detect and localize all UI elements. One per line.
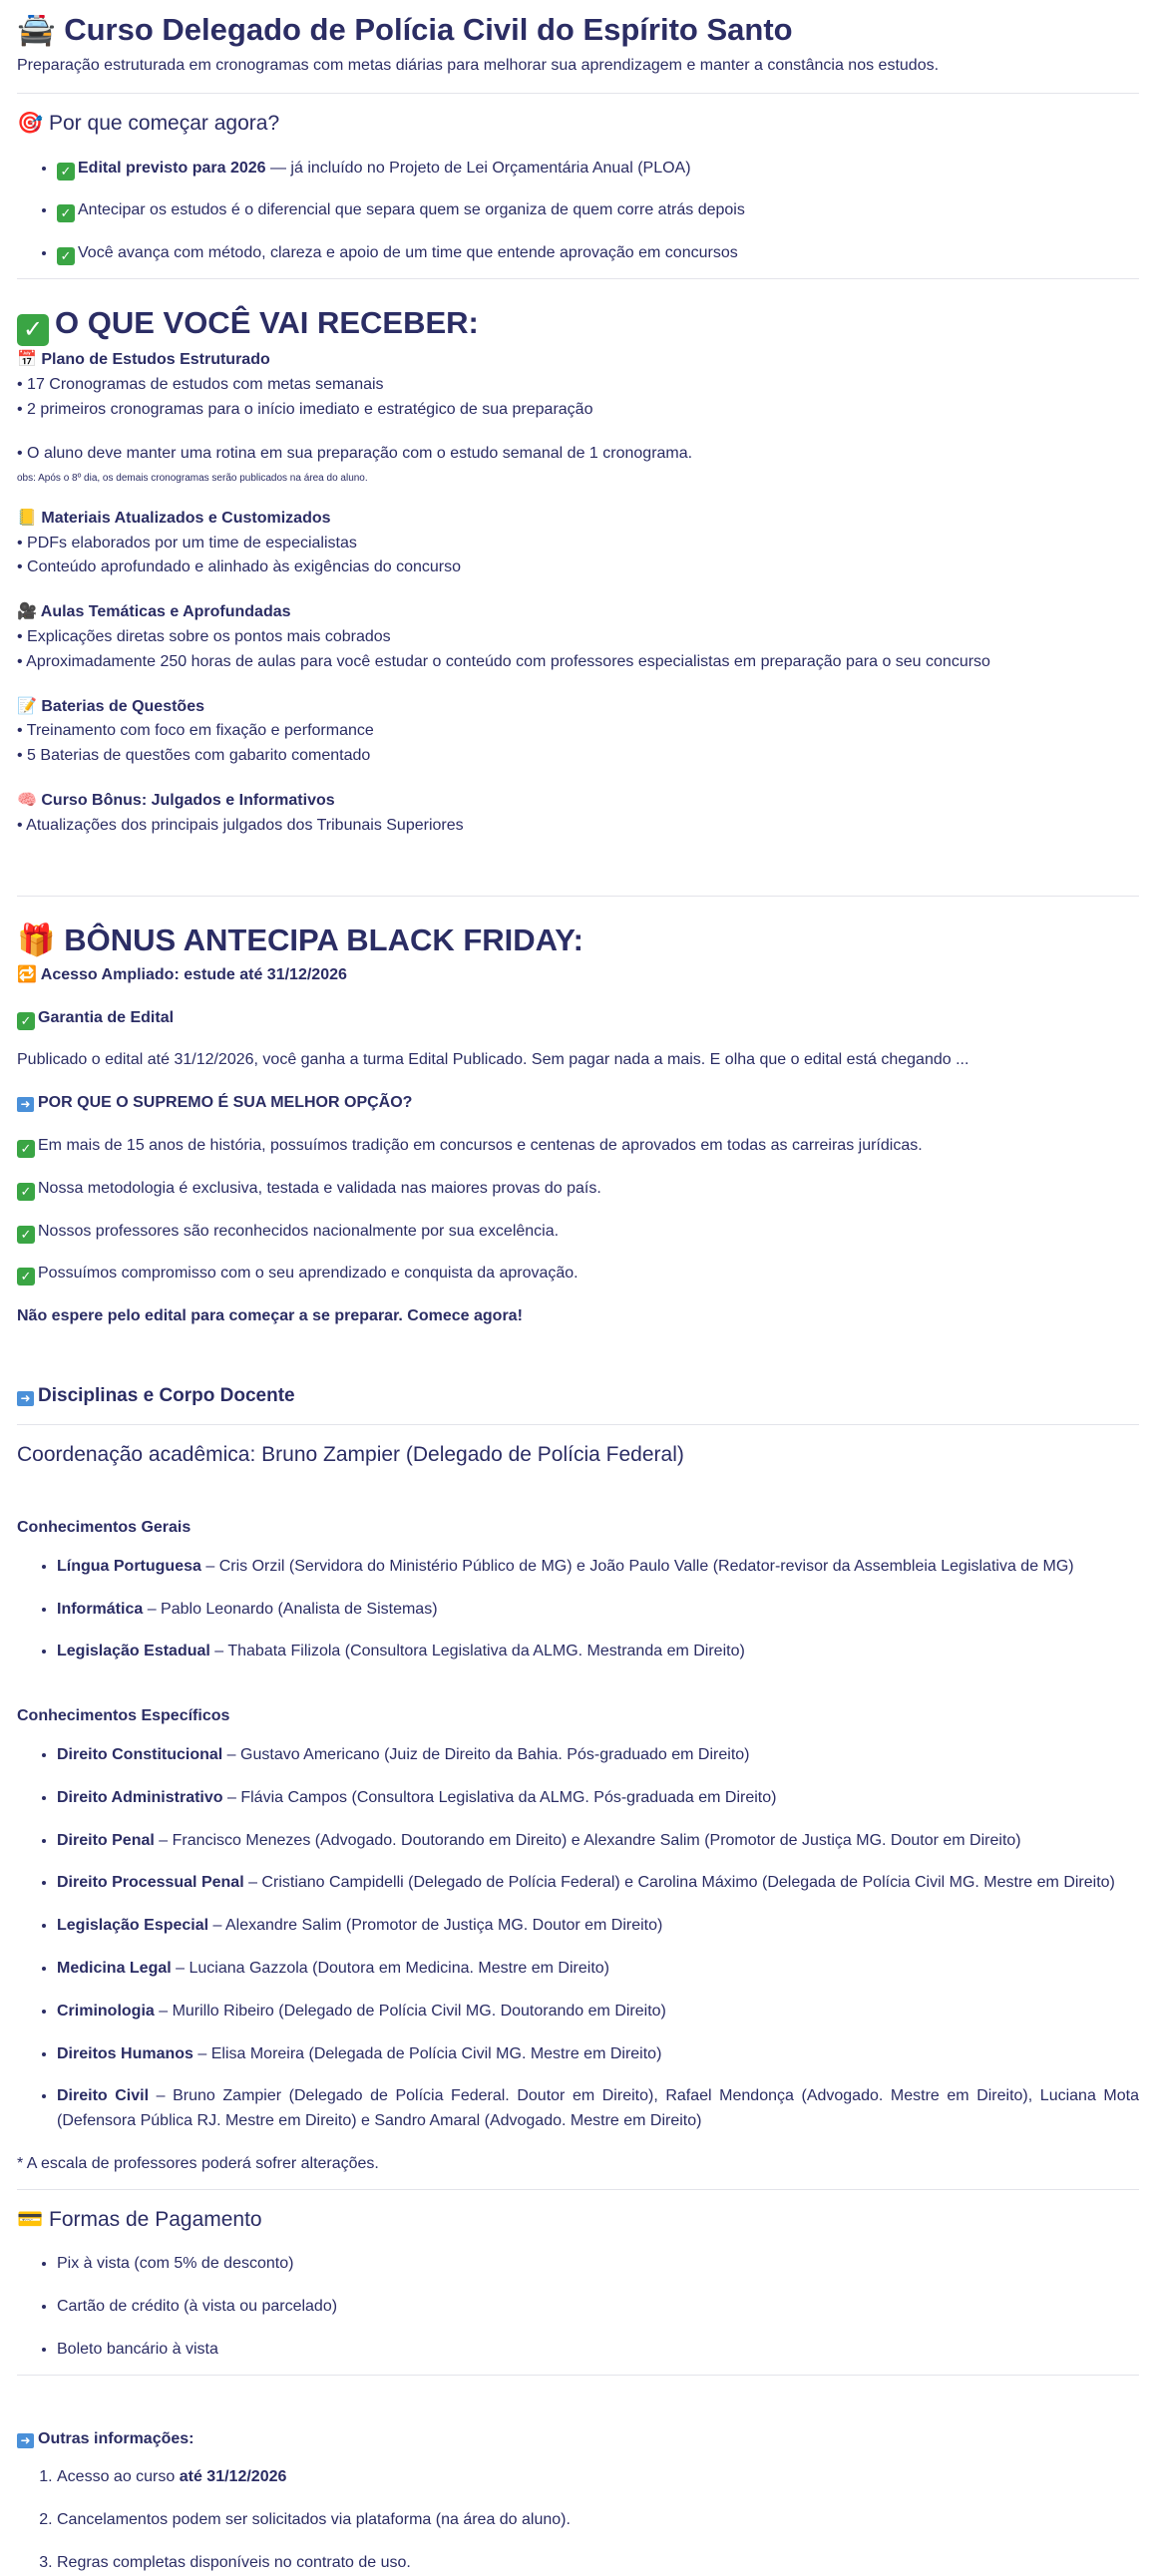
- list-item: • Direito Civil – Bruno Zampier (Delegado de Polícia Federal. Doutor em Direito), Rafael Mendonça (Advogado. Mestre em Direito), Luciana Mota (Defensora Pública RJ. Mestre em Direito) e Sandro Amaral (Advogado. Mestre em Direito): [57, 2084, 1139, 2134]
- coordination: Coordenação acadêmica: Bruno Zampier (Delegado de Polícia Federal): [17, 1443, 684, 1467]
- check-icon: ✓: [57, 247, 75, 265]
- list-item: • ✓ Antecipar os estudos é o diferencial que separa quem se organiza de quem corre atrás depois: [57, 198, 1139, 223]
- reason-item: ✓ Nossa metodologia é exclusiva, testada e validada nas maiores provas do país.: [17, 1177, 1139, 1202]
- why-list: [17, 157, 1139, 266]
- questions-block: 📝 Baterias de Questões • Treinamento com foco em fixação e performance • 5 Baterias de questões com gabarito comentado: [17, 697, 374, 765]
- target-icon: 🎯: [17, 112, 44, 136]
- police-car-icon: 🚔: [17, 12, 56, 47]
- bonus-why-title: ➜ POR QUE O SUPREMO É SUA MELHOR OPÇÃO?: [17, 1091, 1139, 1116]
- divider: [17, 2189, 1139, 2190]
- check-icon: ✓: [17, 314, 49, 346]
- bonus-guarantee-text: Publicado o edital até 31/12/2026, você ganha a turma Edital Publicado. Sem pagar nada a mais. E olha que o edital está chegando ...: [17, 1051, 969, 1069]
- list-item: • Direito Penal – Francisco Menezes (Advogado. Doutorando em Direito) e Alexandre Salim (Promotor de Justiça MG. Doutor em Direito): [57, 1829, 1139, 1854]
- reason-item: ✓ Em mais de 15 anos de história, possuímos tradição em concursos e centenas de aprovados em todas as carreiras jurídicas.: [17, 1134, 1139, 1159]
- reason-item: ✓ Possuímos compromisso com o seu aprendizado e conquista da aprovação.: [17, 1262, 1139, 1287]
- check-icon: ✓: [57, 163, 75, 181]
- list-item: • Pix à vista (com 5% de desconto): [57, 2252, 1139, 2277]
- check-icon: ✓: [17, 1183, 35, 1201]
- bonus-access: 🔁 Acesso Ampliado: estude até 31/12/2026: [17, 965, 347, 983]
- list-item: • Direito Administrativo – Flávia Campos (Consultora Legislativa da ALMG. Pós-graduada em Direito): [57, 1786, 1139, 1811]
- list-item: • Cartão de crédito (à vista ou parcelado): [57, 2295, 1139, 2320]
- list-item: • Criminologia – Murillo Ribeiro (Delegado de Polícia Civil MG. Doutorando em Direito): [57, 2000, 1139, 2024]
- calendar-icon: 📅: [17, 351, 37, 369]
- list-item: 2. Cancelamentos podem ser solicitados via plataforma (na área do aluno).: [57, 2508, 1139, 2533]
- faculty-footnote: * A escala de professores poderá sofrer alterações.: [17, 2154, 379, 2172]
- arrow-right-icon: ➜: [17, 2433, 34, 2448]
- materials-block: 📒 Materiais Atualizados e Customizados • PDFs elaborados por um time de especialistas • Conteúdo aprofundado e alinhado às exigências do concurso: [17, 509, 462, 576]
- list-item: • Direitos Humanos – Elisa Moreira (Delegada de Polícia Civil MG. Mestre em Direito): [57, 2042, 1139, 2067]
- general-title: Conhecimentos Gerais: [17, 1518, 192, 1536]
- list-item: • ✓ Edital previsto para 2026 — já incluído no Projeto de Lei Orçamentária Anual (PLOA): [57, 157, 1139, 182]
- page-title: 🚔 Curso Delegado de Polícia Civil do Espírito Santo: [17, 12, 793, 47]
- bonus-guarantee: ✓ Garantia de Edital: [17, 1006, 1139, 1031]
- page-subtitle: Preparação estruturada em cronogramas com metas diárias para melhorar sua aprendizagem e manter a constância nos estudos.: [17, 57, 940, 75]
- memo-icon: 📝: [17, 697, 37, 715]
- list-item: • Legislação Especial – Alexandre Salim (Promotor de Justiça MG. Doutor em Direito): [57, 1914, 1139, 1939]
- divider: [17, 278, 1139, 279]
- other-heading: ➜ Outras informações:: [17, 2427, 1139, 2452]
- why-heading: 🎯 Por que começar agora?: [17, 112, 280, 136]
- credit-card-icon: 💳: [17, 2207, 44, 2231]
- check-icon: ✓: [17, 1268, 35, 1286]
- repeat-icon: 🔁: [17, 965, 37, 983]
- check-icon: ✓: [17, 1226, 35, 1244]
- check-icon: ✓: [17, 1140, 35, 1158]
- other-list: [17, 2465, 1139, 2575]
- reason-item: ✓ Nossos professores são reconhecidos nacionalmente por sua excelência.: [17, 1220, 1139, 1245]
- divider: [17, 1424, 1139, 1425]
- list-item: • Boleto bancário à vista: [57, 2338, 1139, 2363]
- faculty-heading: ➜ Disciplinas e Corpo Docente: [17, 1381, 1139, 1410]
- plan-note: obs: Após o 8º dia, os demais cronogramas serão publicados na área do aluno.: [17, 473, 368, 485]
- divider: [17, 896, 1139, 897]
- notebook-icon: 📒: [17, 509, 37, 527]
- arrow-right-icon: ➜: [17, 1391, 34, 1406]
- list-item: 1. Acesso ao curso até 31/12/2026: [57, 2465, 1139, 2490]
- bonus-course-block: 🧠 Curso Bônus: Julgados e Informativos • Atualizações dos principais julgados dos Tribunais Superiores: [17, 791, 464, 834]
- payment-heading: 💳 Formas de Pagamento: [17, 2207, 262, 2231]
- classes-block: 🎥 Aulas Temáticas e Aprofundadas • Explicações diretas sobre os pontos mais cobrados • Aproximadamente 250 horas de aulas para você estudar o conteúdo com professores especialistas em preparação para o seu concurso: [17, 603, 990, 670]
- bonus-cta: Não espere pelo edital para começar a se preparar. Comece agora!: [17, 1307, 523, 1325]
- bonus-heading: 🎁 BÔNUS ANTECIPA BLACK FRIDAY:: [17, 922, 583, 958]
- list-item: 3. Regras completas disponíveis no contrato de uso.: [57, 2551, 1139, 2576]
- list-item: • Direito Processual Penal – Cristiano Campidelli (Delegado de Polícia Federal) e Carolina Máximo (Delegada de Polícia Civil MG. Mestre em Direito): [57, 1871, 1139, 1896]
- list-item: • Informática – Pablo Leonardo (Analista de Sistemas): [57, 1598, 1139, 1623]
- brain-icon: 🧠: [17, 791, 37, 809]
- specific-list: [17, 1743, 1139, 2134]
- arrow-right-icon: ➜: [17, 1097, 34, 1112]
- specific-title: Conhecimentos Específicos: [17, 1707, 230, 1725]
- check-icon: ✓: [57, 204, 75, 222]
- payment-list: [17, 2252, 1139, 2362]
- gift-icon: 🎁: [17, 922, 56, 958]
- divider: [17, 2375, 1139, 2376]
- list-item: • ✓ Você avança com método, clareza e apoio de um time que entende aprovação em concursos: [57, 241, 1139, 266]
- divider: [17, 93, 1139, 94]
- list-item: • Legislação Estadual – Thabata Filizola (Consultora Legislativa da ALMG. Mestranda em Direito): [57, 1640, 1139, 1664]
- receive-heading: ✓ O QUE VOCÊ VAI RECEBER:: [17, 303, 1139, 346]
- general-list: [17, 1555, 1139, 1664]
- list-item: • Direito Constitucional – Gustavo Americano (Juiz de Direito da Bahia. Pós-graduado em Direito): [57, 1743, 1139, 1768]
- check-icon: ✓: [17, 1012, 35, 1030]
- list-item: • Medicina Legal – Luciana Gazzola (Doutora em Medicina. Mestre em Direito): [57, 1957, 1139, 1982]
- plan-block: 📅 Plano de Estudos Estruturado • 17 Cronogramas de estudos com metas semanais • 2 primeiros cronogramas para o início imediato e estratégico de sua preparação • O aluno deve manter uma rotina em sua preparação com o estudo semanal de 1 cronograma. obs: Após o 8º dia, os demais cronogramas serão publicados na área do aluno.: [17, 348, 1139, 487]
- list-item: • Língua Portuguesa – Cris Orzil (Servidora do Ministério Público de MG) e João Paulo Valle (Redator-revisor da Assembleia Legislativa de MG): [57, 1555, 1139, 1580]
- video-camera-icon: 🎥: [17, 603, 37, 621]
